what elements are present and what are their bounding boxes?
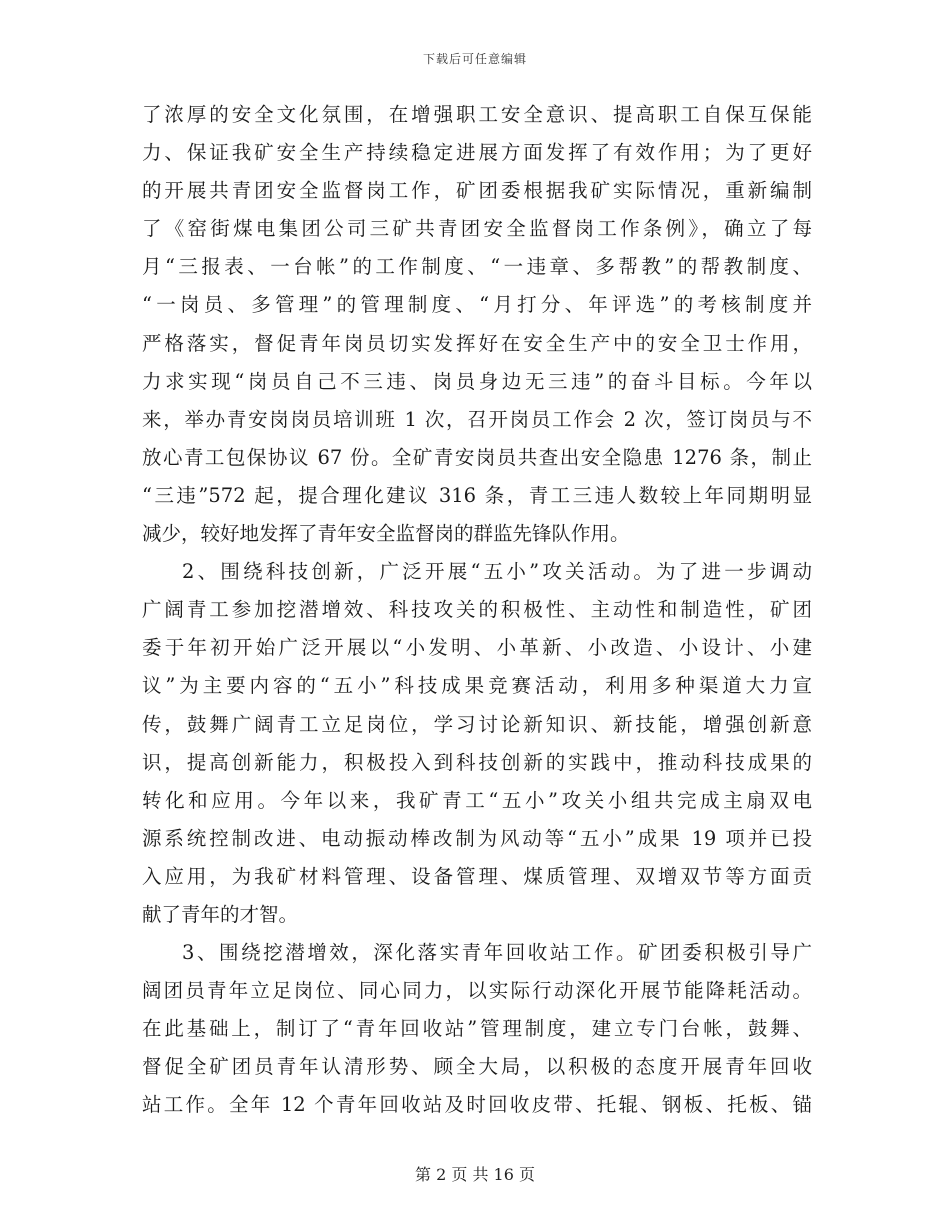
body-line: 来，举办青安岗岗员培训班 1 次，召开岗员工作会 2 次，签订岗员与不 [142, 407, 812, 431]
page-number-footer: 第 2 页 共 16 页 [415, 1165, 535, 1184]
body-line: 了浓厚的安全文化氛围，在增强职工安全意识、提高职工自保互保能 [142, 103, 812, 126]
body-line: 源系统控制改进、电动振动棒改制为风动等“五小”成果 19 项并已投 [142, 826, 812, 850]
paragraph-start-line: 3、围绕挖潜增效，深化落实青年回收站工作。矿团委积极引导广 [182, 941, 812, 965]
body-line: 减少，较好地发挥了青年安全监督岗的群监先锋队作用。 [142, 522, 630, 546]
body-line: 的开展共青团安全监督岗工作，矿团委根据我矿实际情况，重新编制 [142, 179, 812, 203]
body-line: 放心青工包保协议 67 份。全矿青安岗员共查出安全隐患 1276 条，制止 [142, 445, 812, 469]
body-line: 力求实现“岗员自己不三违、岗员身边无三违”的奋斗目标。今年以 [142, 369, 812, 393]
body-line: 站工作。全年 12 个青年回收站及时回收皮带、托辊、钢板、托板、锚 [142, 1093, 812, 1117]
body-line: 转化和应用。今年以来，我矿青工“五小”攻关小组共完成主扇双电 [142, 788, 812, 812]
body-line: 督促全矿团员青年认清形势、顾全大局，以积极的态度开展青年回收 [142, 1055, 812, 1079]
body-line: 识，提高创新能力，积极投入到科技创新的实践中，推动科技成果的 [142, 750, 812, 774]
paragraph-start-line: 2、围绕科技创新，广泛开展“五小”攻关活动。为了进一步调动 [182, 560, 812, 584]
body-line: 严格落实，督促青年岗员切实发挥好在安全生产中的安全卫士作用， [142, 331, 812, 355]
body-line: 献了青年的才智。 [142, 902, 299, 926]
body-line: 传，鼓舞广阔青工立足岗位，学习讨论新知识、新技能，增强创新意 [142, 712, 812, 736]
body-line: 委于年初开始广泛开展以“小发明、小革新、小改造、小设计、小建 [142, 636, 812, 660]
body-line: 阔团员青年立足岗位、同心同力，以实际行动深化开展节能降耗活动。 [142, 979, 812, 1003]
body-line: 了《窑街煤电集团公司三矿共青团安全监督岗工作条例》，确立了每 [142, 217, 812, 241]
body-line: 力、保证我矿安全生产持续稳定进展方面发挥了有效作用；为了更好 [142, 141, 812, 165]
document-body [142, 96, 812, 1125]
body-line: “一岗员、多管理”的管理制度、“月打分、年评选”的考核制度并 [142, 293, 812, 317]
page-header: 下载后可任意编辑 [422, 52, 527, 66]
body-line: 月“三报表、一台帐”的工作制度、“一违章、多帮教”的帮教制度、 [142, 255, 812, 279]
body-line: 广阔青工参加挖潜增效、科技攻关的积极性、主动性和制造性，矿团 [142, 598, 812, 622]
body-line: 入应用，为我矿材料管理、设备管理、煤质管理、双增双节等方面贡 [142, 864, 812, 888]
body-line: “三违”572 起，提合理化建议 316 条，青工三违人数较上年同期明显 [142, 483, 812, 507]
body-line: 在此基础上，制订了“青年回收站”管理制度，建立专门台帐，鼓舞、 [142, 1017, 812, 1041]
body-line: 议”为主要内容的“五小”科技成果竞赛活动，利用多种渠道大力宣 [142, 674, 812, 698]
